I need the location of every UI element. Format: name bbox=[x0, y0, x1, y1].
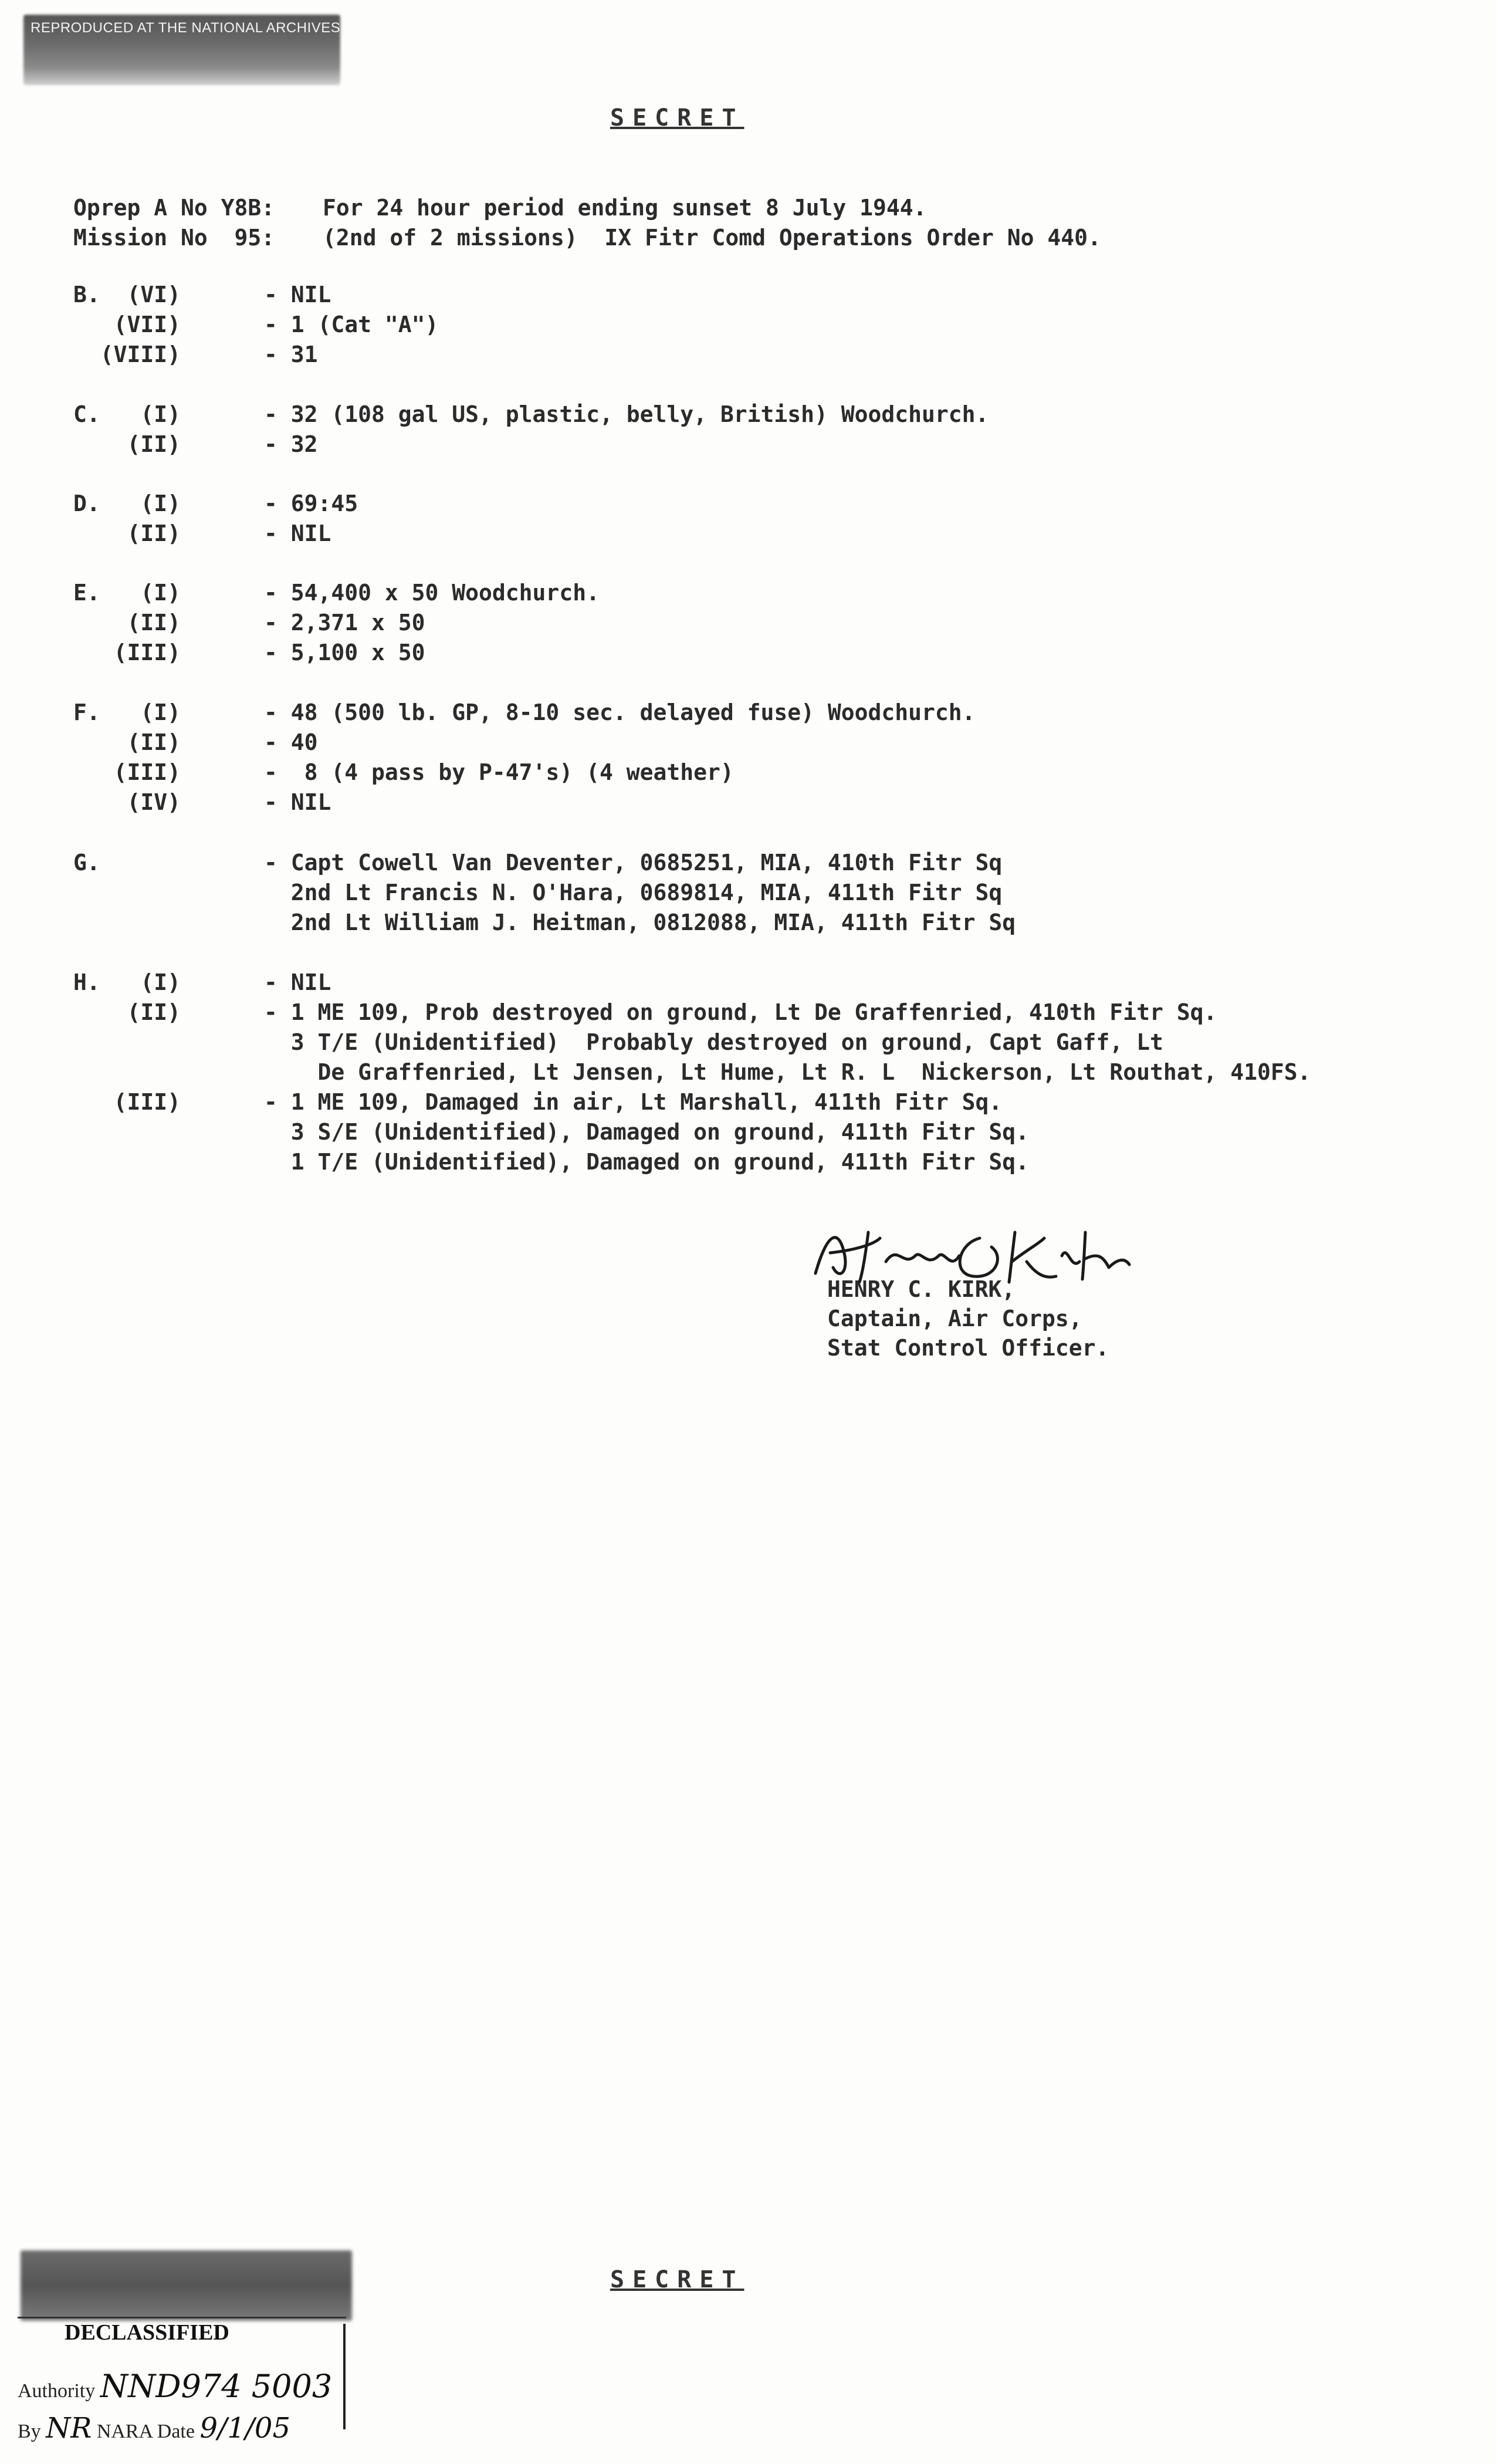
archives-stamp-text: REPRODUCED AT THE NATIONAL ARCHIVES bbox=[31, 20, 341, 36]
report-line-label: (VII) bbox=[73, 312, 181, 337]
report-line-label: (II) bbox=[73, 520, 181, 546]
declassified-title: DECLASSIFIED bbox=[65, 2320, 229, 2345]
report-line-text: - 69:45 bbox=[264, 491, 358, 516]
report-line-text: - 40 bbox=[264, 729, 318, 755]
nara-date: 9/1/05 bbox=[199, 2412, 290, 2445]
report-line-text: - 1 (Cat "A") bbox=[264, 312, 439, 337]
report-line-text: 2nd Lt William J. Heitman, 0812088, MIA, 411th Fitr Sq bbox=[264, 910, 1016, 935]
report-line-label: F. (I) bbox=[73, 699, 181, 725]
report-line-label: C. (I) bbox=[73, 401, 181, 427]
report-line-text: - NIL bbox=[264, 969, 331, 995]
report-line-text: - 5,100 x 50 bbox=[264, 640, 425, 665]
signatory-name: HENRY C. KIRK, bbox=[827, 1276, 1016, 1302]
report-line-text: For 24 hour period ending sunset 8 July 1944. bbox=[323, 195, 927, 221]
report-line-text: - 32 (108 gal US, plastic, belly, British) Woodchurch. bbox=[264, 401, 989, 427]
report-line-text: - 32 bbox=[264, 431, 318, 457]
report-line-text: (2nd of 2 missions) IX Fitr Comd Operations Order No 440. bbox=[323, 225, 1101, 251]
signatory-rank: Captain, Air Corps, bbox=[827, 1306, 1082, 1331]
report-line-label: (II) bbox=[73, 431, 181, 457]
report-line-text: 3 S/E (Unidentified), Damaged on ground, 411th Fitr Sq. bbox=[264, 1119, 1030, 1145]
report-line-text: - 1 ME 109, Prob destroyed on ground, Lt De Graffenried, 410th Fitr Sq. bbox=[264, 999, 1217, 1025]
report-line-label: G. bbox=[73, 850, 100, 876]
report-line-label: B. (VI) bbox=[73, 282, 181, 307]
header-classification: SECRET bbox=[610, 104, 744, 131]
report-line-text: - 54,400 x 50 Woodchurch. bbox=[264, 580, 600, 606]
report-line-label: (III) bbox=[73, 640, 181, 665]
report-line-text: - NIL bbox=[264, 520, 331, 546]
report-line-label: (III) bbox=[73, 759, 181, 785]
declass-by-row bbox=[18, 2412, 290, 2445]
by-initials: NR bbox=[46, 2412, 92, 2445]
authority-number: NND974 5003 bbox=[100, 2368, 333, 2405]
report-line-label: (II) bbox=[73, 610, 181, 636]
report-line-text: - 8 (4 pass by P-47's) (4 weather) bbox=[264, 759, 734, 785]
report-line-text: - Capt Cowell Van Deventer, 0685251, MIA, 410th Fitr Sq bbox=[264, 850, 1003, 876]
report-line-text: - 48 (500 lb. GP, 8-10 sec. delayed fuse) Woodchurch. bbox=[264, 699, 976, 725]
report-line-label: (IV) bbox=[73, 789, 181, 815]
report-line-label: (II) bbox=[73, 729, 181, 755]
report-line-label: E. (I) bbox=[73, 580, 181, 606]
report-line-text: - NIL bbox=[264, 282, 331, 307]
by-label: By bbox=[18, 2421, 41, 2442]
report-line-text: - 1 ME 109, Damaged in air, Lt Marshall, 411th Fitr Sq. bbox=[264, 1089, 1003, 1115]
report-line-label: (II) bbox=[73, 999, 181, 1025]
report-line-label: Mission No 95: bbox=[73, 225, 275, 251]
report-line-label: Oprep A No Y8B: bbox=[73, 195, 275, 221]
authority-label: Authority bbox=[18, 2380, 96, 2402]
nara-date-label: NARA Date bbox=[96, 2421, 195, 2442]
report-line-text: - NIL bbox=[264, 789, 331, 815]
report-line-text: 3 T/E (Unidentified) Probably destroyed on ground, Capt Gaff, Lt bbox=[264, 1029, 1163, 1055]
footer-classification: SECRET bbox=[610, 2266, 744, 2293]
report-line-text: De Graffenried, Lt Jensen, Lt Hume, Lt R. L Nickerson, Lt Routhat, 410FS. bbox=[264, 1059, 1311, 1085]
signatory-title: Stat Control Officer. bbox=[827, 1335, 1109, 1361]
declass-authority-row bbox=[18, 2368, 332, 2405]
report-line-text: - 31 bbox=[264, 342, 318, 367]
redaction-block bbox=[21, 2250, 352, 2321]
report-line-label: H. (I) bbox=[73, 969, 181, 995]
report-line-label: (III) bbox=[73, 1089, 181, 1115]
report-line-label: (VIII) bbox=[73, 342, 181, 367]
declass-top-rule bbox=[18, 2317, 346, 2318]
declass-side-rule bbox=[343, 2324, 346, 2429]
report-line-text: 1 T/E (Unidentified), Damaged on ground, 411th Fitr Sq. bbox=[264, 1149, 1030, 1175]
report-line-text: - 2,371 x 50 bbox=[264, 610, 425, 636]
report-line-text: 2nd Lt Francis N. O'Hara, 0689814, MIA, 411th Fitr Sq bbox=[264, 880, 1003, 905]
report-line-label: D. (I) bbox=[73, 491, 181, 516]
